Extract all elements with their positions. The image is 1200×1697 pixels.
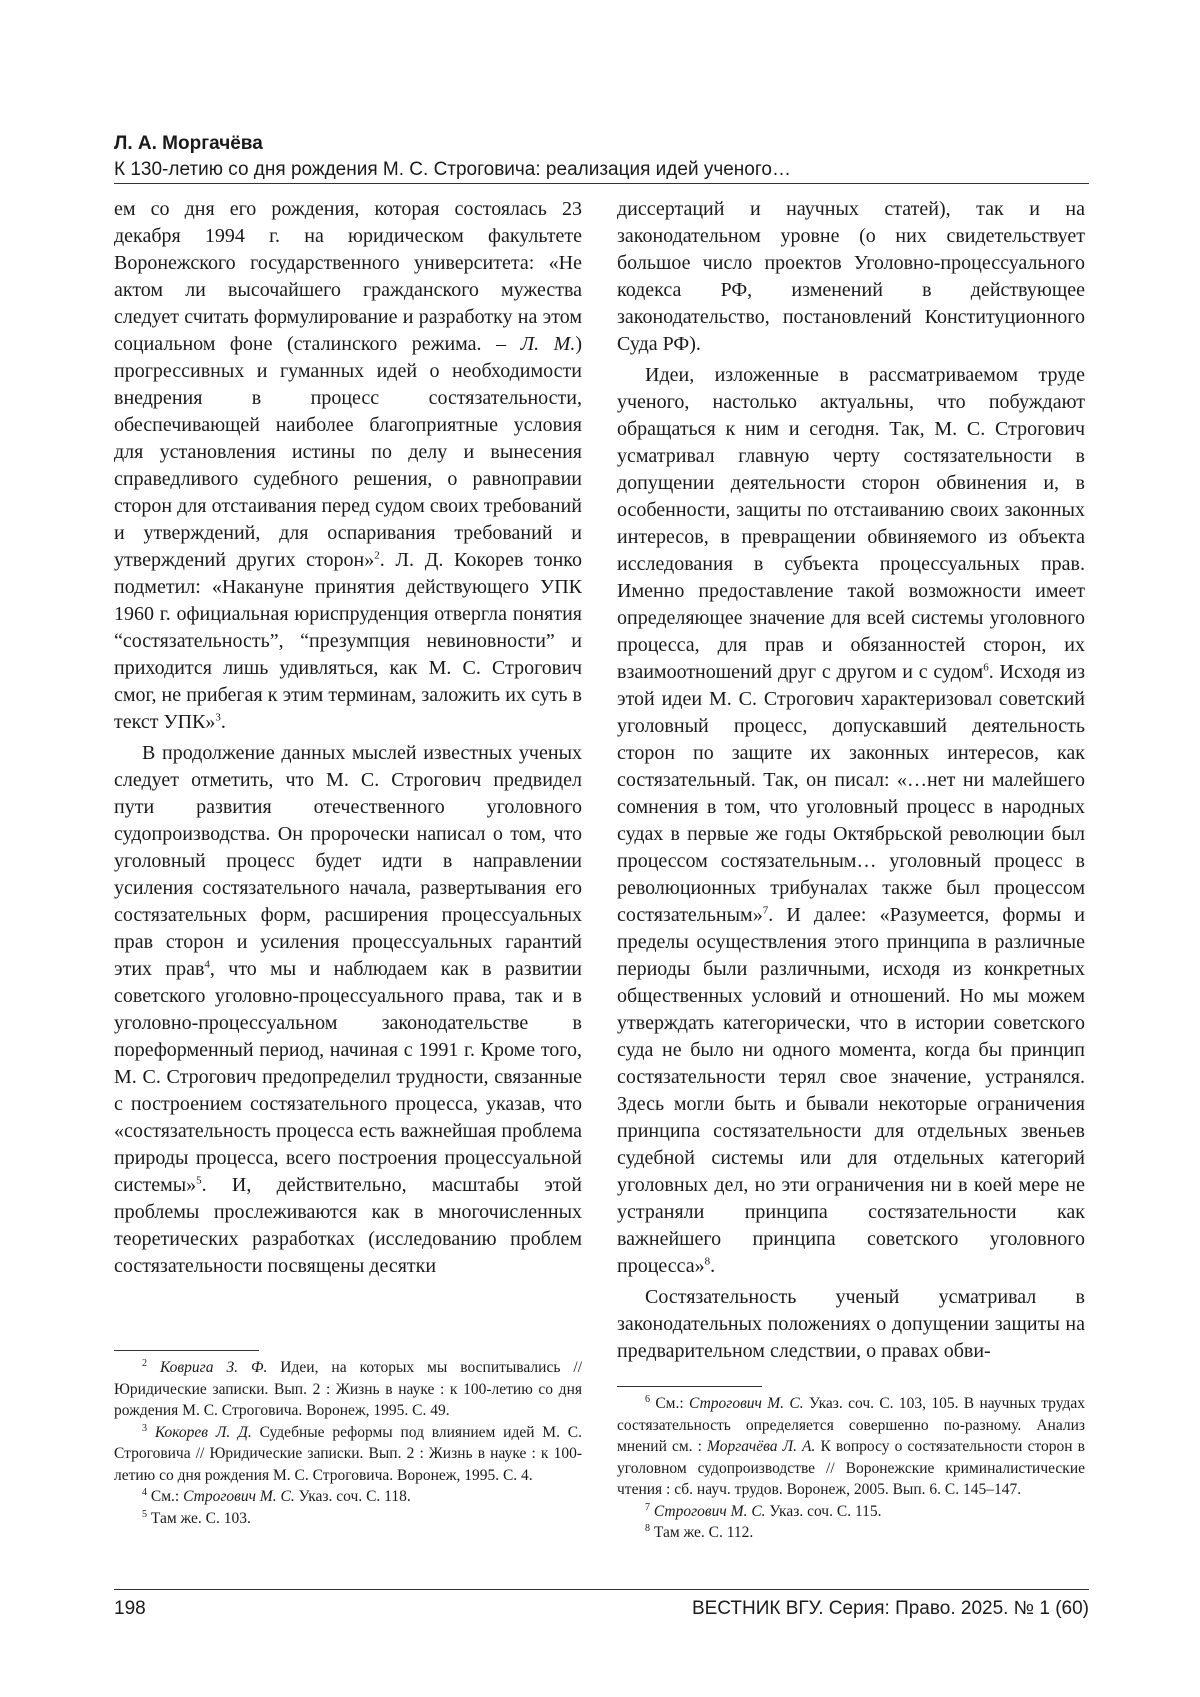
journal-title: ВЕСТНИК ВГУ. Серия: Право. 2025. № 1 (60) bbox=[691, 1598, 1089, 1619]
footnote-ref[interactable]: 8 bbox=[704, 1255, 711, 1268]
footnote-ref[interactable]: 7 bbox=[762, 904, 769, 917]
footnote: $^7$ Строгович М. С. Указ. соч. С. 115. bbox=[645, 1501, 882, 1520]
footnote-ref[interactable]: 3 bbox=[215, 711, 221, 724]
paragraph: ем со дня его рождения, которая состоялась 23 декабря 1994 г. на юридическом факультете Воронежского государственного университета: «Не актом ли высочайшего гражданского мужества следует считать формулирование и разработку на этом социальном фоне (сталинского режима. – Л. М.) прогрессивных и гуманных идей о необходимости внедрения в процесс состязательности, обеспечивающей наиболее благоприятные условия для установления истины по делу и вынесения справедливого судебного решения, о равноправии сторон для отстаивания перед судом своих требований и утверждений, для оспаривания требований и утверждений других сторон»$^2$. Л. Д. Кокорев тонко подметил: «Накануне принятия действующего УПК 1960 г. официальная юриспруденция отвергла понятия “состязательность”, “презумпция невиновности” и приходится лишь удивляться, как М. С. Строгович смог, не прибегая к этим терминам, заложить их суть в текст УПК»$^3$. bbox=[114, 198, 583, 733]
footnote-ref[interactable]: 4 bbox=[204, 958, 210, 971]
footnotes-left bbox=[114, 1357, 582, 1529]
footnote: $^4$ См.: Строгович М. С. Указ. соч. С. 118. bbox=[142, 1486, 411, 1505]
paragraph: В продолжение данных мыслей известных ученых следует отметить, что М. С. Строгович предвидел пути развития отечественного уголовного судопроизводства. Он пророчески написал о том, что уголовный процесс будет идти в направлении усиления состязательного начала, развертывания его состязательных форм, расширения процессуальных прав сторон и усиления процессуальных гарантий этих прав$^4$, что мы и наблюдаем как в развитии советского уголовно-процессуального права, так и в уголовно-процессуальном законодательстве в пореформенный период, начиная с 1991 г. Кроме того, М. С. Строгович предопределил трудности, связанные с построением состязательного процесса, указав, что «состязательность процесса есть важнейшая проблема природы процесса, всего построения процессуальной системы»$^5$. И, действительно, масштабы этой проблемы прослеживаются как в многочисленных теоретических разработках (исследованию проблем состязательности посвящены десятки bbox=[114, 742, 582, 1277]
paragraph: Идеи, изложенные в рассматриваемом труде ученого, настолько актуальны, что побуждают обращаться к ним и сегодня. Так, М. С. Строгович усматривал главную черту состязательности в допущении деятельности сторон обвинения и, в особенности, защиты по отстаиванию своих законных интересов, в превращении обвиняемого из объекта исследования в субъекта процессуальных прав. Именно предоставление такой возможности имеет определяющее значение для всей системы уголовного процесса, для прав и обязанностей сторон, их взаимоотношений друг с другом и с судом$^6$. Исходя из этой идеи М. С. Строгович характеризовал советский уголовный процесс, допускавший деятельность сторон по защите их законных интересов, как состязательный. Так, он писал: «…нет ни малейшего сомнения в том, что уголовный процесс в народных судах в первые же годы Октябрьской революции был процессом состязательным… уголовный процесс в революционных трибуналах также был процессом состязательным»$^7$. И далее: «Разумеется, формы и пределы осуществления этого принципа в различные периоды были различными, исходя из конкретных общественных условий и отношений. Но мы можем утверждать категорически, что в истории советского суда не было ни одного момента, когда бы принцип состязательности терял свое значение, устранялся. Здесь могли быть и бывали некоторые ограничения принципа состязательности для отдельных звеньев судебной системы или для отдельных категорий уголовных дел, но эти ограничения ни в коей мере не устраняли принципа состязательности как важнейшего принципа советского уголовного процесса»$^8$. bbox=[617, 364, 1085, 1277]
footnote: $^8$ Там же. С. 112. bbox=[645, 1522, 754, 1541]
paragraph: Состязательность ученый усматривал в законодательных положениях о допущении защиты на предварительном следствии, о правах обви- bbox=[617, 1286, 1085, 1362]
footnote-divider bbox=[114, 1350, 259, 1351]
header-author: Л. А. Моргачёва bbox=[114, 133, 263, 154]
footnote: $^3$ Кокорев Л. Д. Судебные реформы под влиянием идей М. С. Строговича // Юридические записки. Вып. 2 : Жизнь в науке : к 100-летию со дня рождения М. С. Строговича. Воронеж, 1995. С. 4. bbox=[114, 1422, 582, 1484]
footnote-divider bbox=[617, 1386, 762, 1387]
footnotes-right bbox=[617, 1393, 1085, 1544]
footnote-ref[interactable]: 6 bbox=[983, 661, 989, 674]
footnote-ref[interactable]: 2 bbox=[374, 549, 380, 562]
footnote: $^5$ Там же. С. 103. bbox=[142, 1508, 251, 1527]
paragraph: диссертаций и научных статей), так и на законодательном уровне (о них свидетельствует большое число проектов Уголовно-процессуального кодекса РФ, изменений в действующее законодательство, постановлений Конституционного Суда РФ). bbox=[617, 198, 1085, 355]
page-number: 198 bbox=[114, 1598, 146, 1619]
footnote: $^6$ См.: Строгович М. С. Указ. соч. С. 103, 105. В научных трудах состязательность определяется совершенно по-разному. Анализ мнений см. : Моргачёва Л. А. К вопросу о состязательности сторон в уголовном судопроизводстве // Воронежские криминалистические чтения : сб. науч. трудов. Воронеж, 2005. Вып. 6. С. 145–147. bbox=[617, 1393, 1085, 1498]
footnote: $^2$ Коврига З. Ф. Идеи, на которых мы воспитывались // Юридические записки. Вып. 2 : Жизнь в науке : к 100-летию со дня рождения М. С. Строговича. Воронеж, 1995. С. 49. bbox=[114, 1357, 583, 1419]
left-column bbox=[114, 196, 582, 1280]
header-title: К 130-летию со дня рождения М. С. Строговича: реализация идей ученого… bbox=[114, 159, 791, 180]
footnote-ref[interactable]: 5 bbox=[196, 1174, 202, 1187]
footer-divider bbox=[114, 1589, 1089, 1590]
running-header bbox=[114, 131, 1089, 183]
header-divider bbox=[114, 183, 1089, 184]
right-column bbox=[617, 196, 1085, 1365]
